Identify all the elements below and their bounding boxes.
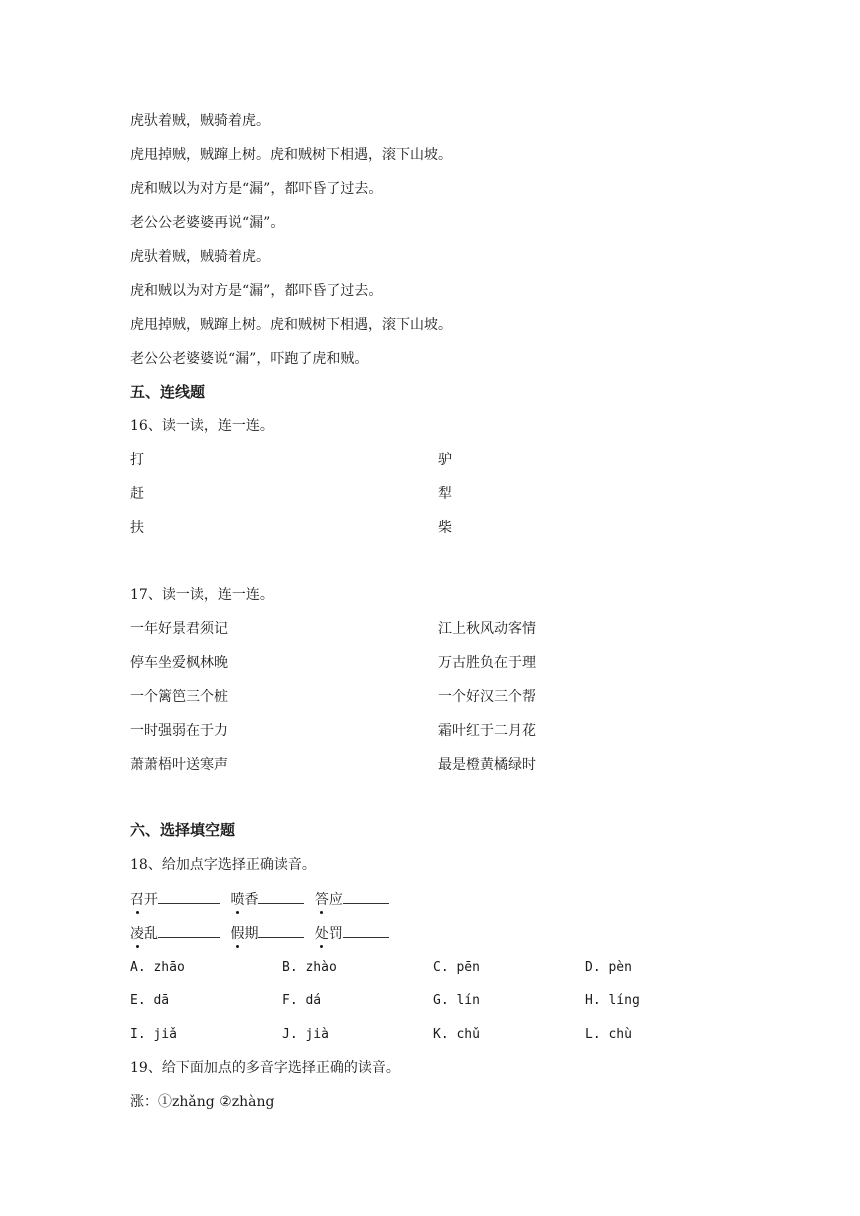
q17-left-item[interactable]: 一年好景君须记 [130,621,228,637]
answer-blank[interactable] [158,889,220,904]
q18-row-2 [130,923,389,943]
question-17-prompt: 17、读一读，连一连。 [130,587,274,603]
story-line: 虎和贼以为对方是“漏”，都吓昏了过去。 [130,181,383,197]
section-heading-matching: 五、连线题 [130,383,206,401]
dotted-char: 召 [130,892,144,908]
q17-left-item[interactable]: 一时强弱在于力 [130,723,228,739]
q16-left-item[interactable]: 扶 [130,520,144,536]
question-16-prompt: 16、读一读，连一连。 [130,418,274,434]
option-b[interactable]: B. zhào [282,960,337,975]
q18-word [230,926,258,942]
q17-right-item[interactable]: 一个好汉三个帮 [438,689,536,705]
dotted-char: 答 [314,892,329,908]
option-c[interactable]: C. pēn [433,960,480,975]
option-h[interactable]: H. líng [585,993,640,1008]
q17-left-item[interactable]: 萧萧梧叶送寒声 [130,757,228,773]
word-rest: 罚 [328,926,343,942]
story-line: 虎甩掉贼，贼蹿上树。虎和贼树下相遇，滚下山坡。 [130,147,452,163]
q19-polyphone-line: 涨：①zhǎng ②zhàng [130,1094,275,1110]
dotted-char: 喷 [230,892,245,908]
q17-left-item[interactable]: 停车坐爱枫林晚 [130,655,228,671]
story-line: 虎和贼以为对方是“漏”，都吓昏了过去。 [130,283,383,299]
option-j[interactable]: J. jià [282,1027,329,1042]
word-rest: 应 [328,892,343,908]
answer-blank[interactable] [343,923,389,938]
option-g[interactable]: G. lín [433,993,480,1008]
answer-blank[interactable] [258,923,304,938]
story-line: 老公公老婆婆再说“漏”。 [130,215,285,231]
q16-right-item[interactable]: 驴 [438,452,452,468]
story-line: 虎驮着贼，贼骑着虎。 [130,249,270,265]
question-18-prompt: 18、给加点字选择正确读音。 [130,857,316,873]
answer-blank[interactable] [158,923,220,938]
q18-row-1 [130,889,389,909]
story-line: 老公公老婆婆说“漏”，吓跑了虎和贼。 [130,351,369,367]
dotted-char: 处 [314,926,329,942]
q18-word [315,926,343,942]
q17-left-item[interactable]: 一个篱笆三个桩 [130,689,228,705]
q16-right-item[interactable]: 犁 [438,486,452,502]
q18-word [315,892,343,908]
q17-right-item[interactable]: 霜叶红于二月花 [438,723,536,739]
section-heading-choice: 六、选择填空题 [130,821,236,839]
option-f[interactable]: F. dá [282,993,322,1008]
word-rest: 期 [244,926,259,942]
option-d[interactable]: D. pèn [585,960,632,975]
story-line: 虎甩掉贼，贼蹿上树。虎和贼树下相遇，滚下山坡。 [130,317,452,333]
word-rest: 乱 [144,926,158,942]
story-line: 虎驮着贼，贼骑着虎。 [130,113,270,129]
q18-word [230,892,258,908]
q18-word [130,892,158,908]
dotted-char: 凌 [130,926,144,942]
q16-right-item[interactable]: 柴 [438,520,452,536]
q16-left-item[interactable]: 打 [130,452,144,468]
dotted-char: 假 [230,926,245,942]
option-i[interactable]: I. jiǎ [130,1027,177,1042]
q18-word [130,926,158,942]
question-19-prompt: 19、给下面加点的多音字选择正确的读音。 [130,1060,400,1076]
option-k[interactable]: K. chǔ [433,1027,480,1042]
word-rest: 开 [144,892,158,908]
option-l[interactable]: L. chù [585,1027,632,1042]
answer-blank[interactable] [343,889,389,904]
q16-left-item[interactable]: 赶 [130,486,144,502]
option-e[interactable]: E. dā [130,993,170,1008]
word-rest: 香 [244,892,259,908]
answer-blank[interactable] [258,889,304,904]
q17-right-item[interactable]: 江上秋风动客情 [438,621,536,637]
q17-right-item[interactable]: 万古胜负在于理 [438,655,536,671]
option-a[interactable]: A. zhāo [130,960,185,975]
q17-right-item[interactable]: 最是橙黄橘绿时 [438,757,536,773]
